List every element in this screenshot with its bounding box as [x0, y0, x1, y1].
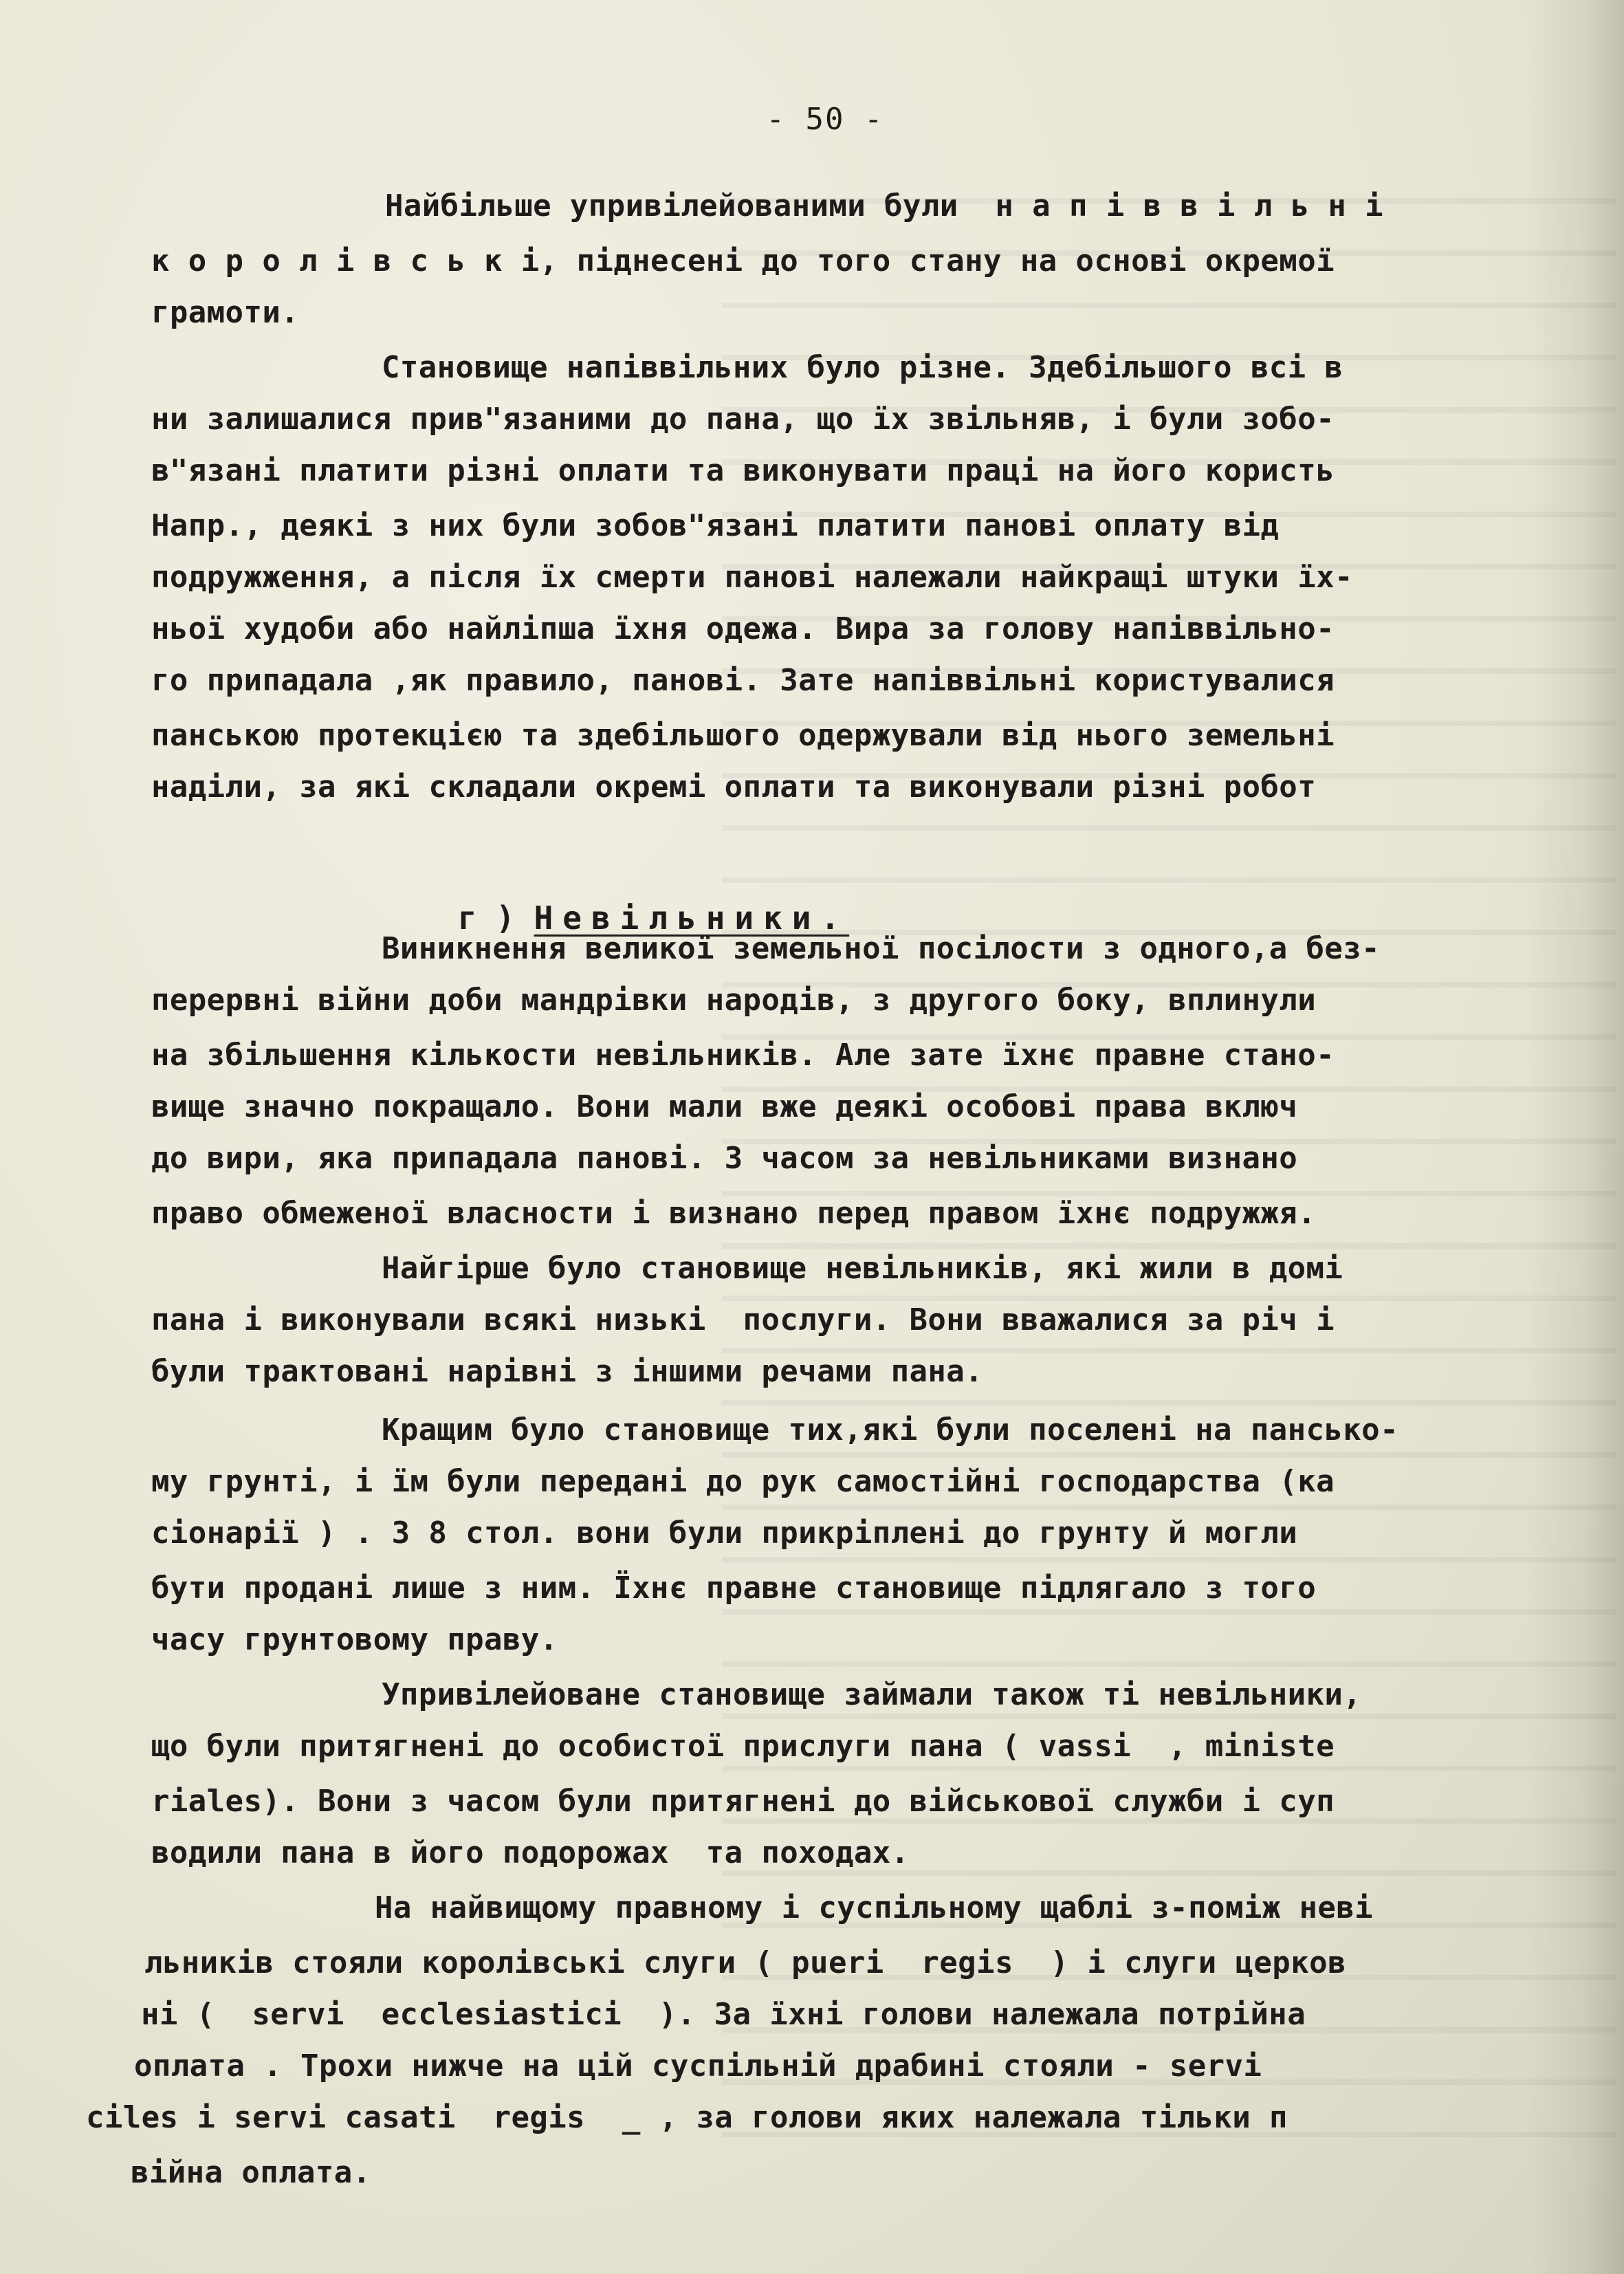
text-line: сіонарії ) . З 8 стол. вони були прикріплені до грунту й могли	[151, 1516, 1298, 1551]
text-line: право обмеженої власности і визнано перед правом їхнє подружжя.	[151, 1196, 1317, 1231]
section-heading-title: Невільники.	[534, 899, 850, 937]
text-line: вище значно покращало. Вони мали вже деякі особові права включ	[151, 1089, 1298, 1124]
section-heading-prefix: г )	[457, 899, 534, 937]
text-line: На найвищому правному і суспільному щаблі з-поміж неві	[375, 1890, 1374, 1925]
text-line: пана і виконували всякі низькі послуги. Вони вважалися за річ і	[151, 1302, 1335, 1337]
text-line: льників стояли королівські слуги ( pueri regis ) і слуги церков	[144, 1945, 1346, 1980]
text-line: riales). Вони з часом були притягнені до військової служби і суп	[151, 1784, 1335, 1819]
text-line: на збільшення кількости невільників. Але зате їхнє правне стано-	[151, 1038, 1335, 1073]
page-number: - 50 -	[766, 102, 884, 137]
text-line: ньої худоби або найліпша їхня одежа. Вира за голову напіввільно-	[151, 611, 1335, 646]
text-line: Упривілейоване становище займали також ті невільники,	[382, 1677, 1362, 1712]
text-line: панською протекцією та здебільшого одержували від нього земельні	[151, 718, 1335, 753]
text-line: оплата . Трохи нижче на цій суспільній драбині стояли - servi	[134, 2048, 1262, 2084]
text-line: часу грунтовому праву.	[151, 1622, 558, 1657]
text-line: наділи, за які складали окремі оплати та виконували різні робот	[151, 769, 1317, 805]
text-line: Найбільше упривілейованими були н а п і в в і л ь н і	[385, 188, 1384, 223]
text-line: ни залишалися прив"язаними до пана, що їх звільняв, і були зобо-	[151, 402, 1335, 437]
text-line: го припадала ,як правило, панові. Зате напіввільні користувалися	[151, 663, 1335, 698]
text-line: водили пана в його подорожах та походах.	[151, 1835, 910, 1870]
page-edge-shadow	[1528, 0, 1624, 2274]
text-line: Напр., деякі з них були зобов"язані платити панові оплату від	[151, 508, 1280, 543]
text-line: грамоти.	[151, 295, 300, 330]
text-line: Становище напіввільних було різне. Здебільшого всі в	[382, 350, 1343, 385]
text-line: к о р о л і в с ь к і, піднесені до того стану на основі окремої	[151, 243, 1335, 278]
text-line: му грунті, і їм були передані до рук самостійні господарства (ка	[151, 1464, 1335, 1499]
text-line: Найгірше було становище невільників, які жили в домі	[382, 1251, 1343, 1286]
text-line: бути продані лише з ним. Їхнє правне становище підлягало з того	[151, 1571, 1317, 1606]
text-line: були трактовані нарівні з іншими речами пана.	[151, 1354, 984, 1389]
text-line: Кращим було становище тих,які були поселені на пансько-	[382, 1412, 1398, 1447]
text-line: Виникнення великої земельної посілости з одного,а без-	[382, 931, 1381, 966]
text-line: до вири, яка припадала панові. З часом за невільниками визнано	[151, 1141, 1298, 1176]
text-line: що були притягнені до особистої прислуги пана ( vassi , ministe	[151, 1729, 1335, 1764]
text-line: в"язані платити різні оплати та виконувати праці на його користь	[151, 453, 1335, 488]
text-line: подружження, а після їх смерти панові належали найкращі штуки їх-	[151, 560, 1353, 595]
text-line: війна оплата.	[131, 2155, 371, 2190]
text-line: перервні війни доби мандрівки народів, з другого боку, вплинули	[151, 983, 1317, 1018]
text-line: ciles і servi casati regis _ , за голови яких належала тільки п	[86, 2100, 1288, 2135]
text-line: ні ( servi ecclesiastici ). За їхні голови належала потрійна	[141, 1997, 1306, 2032]
